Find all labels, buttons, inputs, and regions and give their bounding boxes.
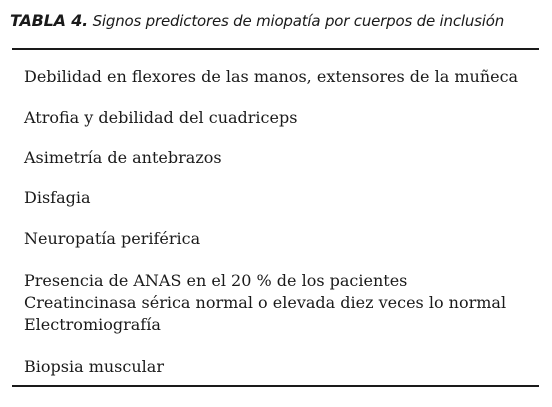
row-text: Biopsia muscular [24,357,164,376]
table-row [24,66,518,88]
table-row [24,107,297,129]
table-row [24,356,164,378]
row-text: Disfagia [24,188,91,207]
row-text: Creatincinasa sérica normal o elevada diez veces lo normal [24,293,507,312]
table-row [24,187,91,209]
table-number-label: TABLA 4. [10,11,89,30]
table-title: Signos predictores de miopatía por cuerpos de inclusión [92,12,505,30]
table-bottom-rule [12,385,539,387]
table-row [24,228,200,250]
row-text: Debilidad en flexores de las manos, extensores de la muñeca [24,67,519,86]
row-text: Asimetría de antebrazos [24,148,222,167]
row-text: Neuropatía periférica [24,229,201,248]
row-text: Presencia de ANAS en el 20 % de los pacientes [24,271,408,290]
table-row [24,270,506,336]
table-row [24,147,222,169]
row-text: Electromiografía [24,315,161,334]
row-text: Atrofia y debilidad del cuadriceps [24,108,298,127]
table-top-rule [12,48,539,50]
table-caption [10,11,504,31]
